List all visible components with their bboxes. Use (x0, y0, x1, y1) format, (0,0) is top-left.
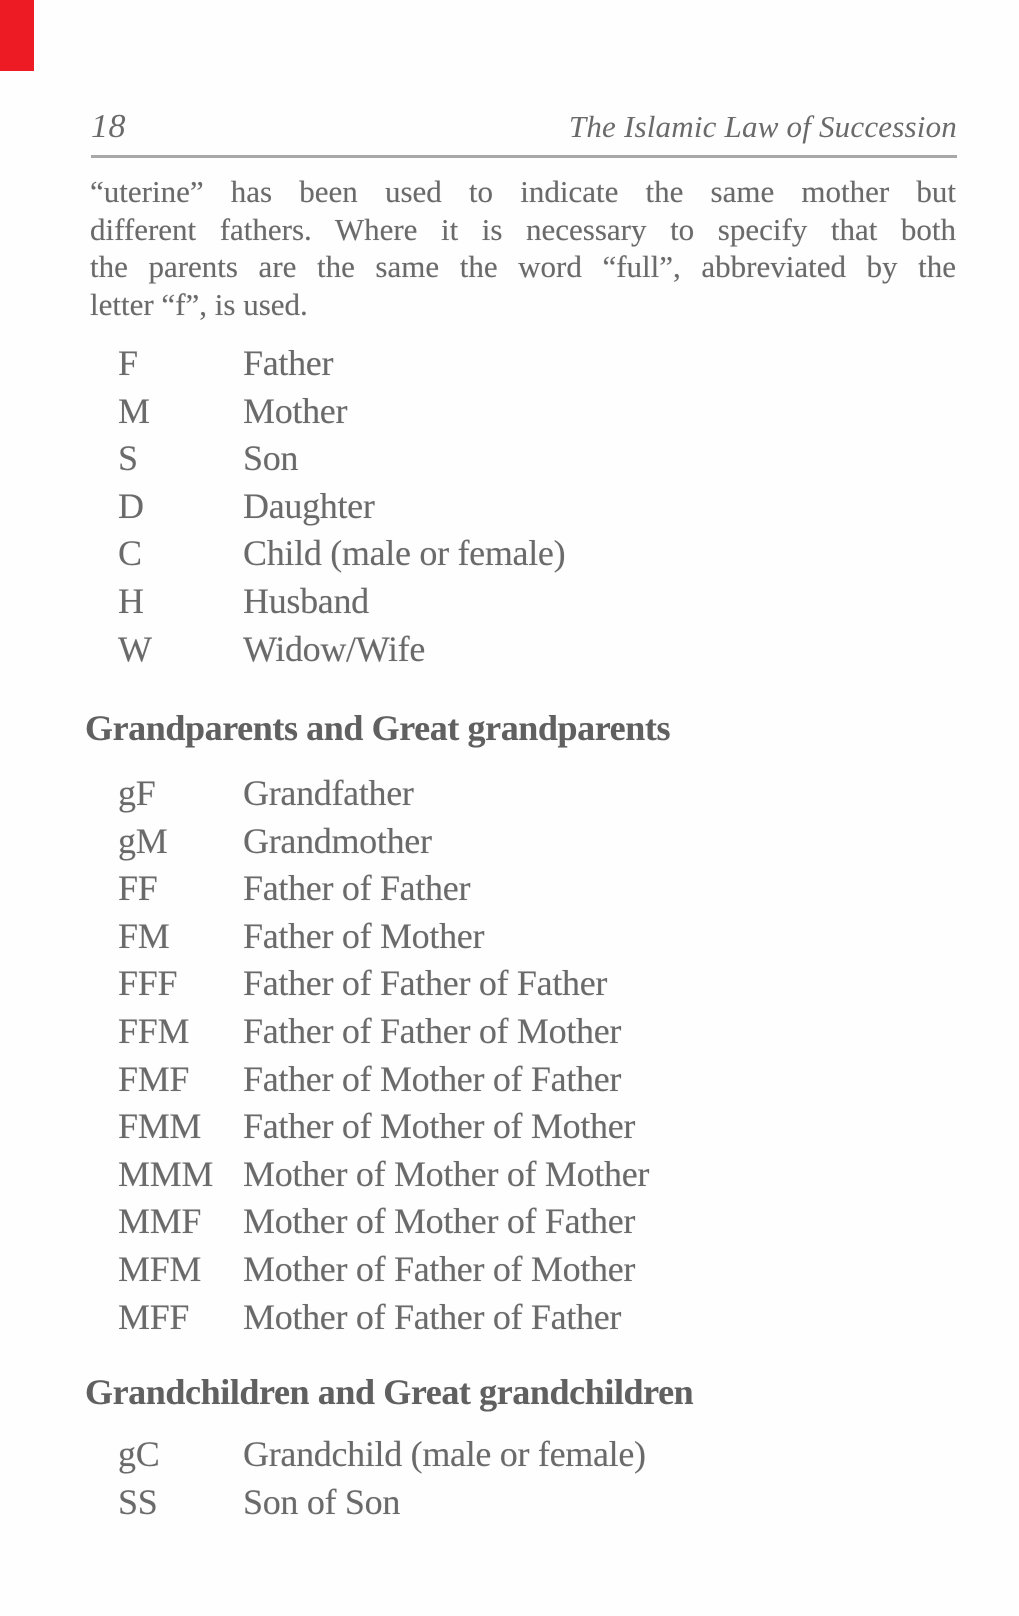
abbr-definition: Mother (243, 390, 348, 431)
abbr-code: SS (118, 1481, 158, 1522)
abbr-code: gM (118, 820, 168, 861)
abbr-code: MFM (118, 1248, 202, 1289)
abbr-code: gC (118, 1434, 160, 1474)
abbreviation-list-grandparents (90, 770, 956, 1341)
abbr-code: F (118, 343, 138, 383)
red-scan-mark (0, 0, 34, 71)
abbr-definition: Father of Father of Father (243, 963, 608, 1004)
abbr-code: W (118, 628, 152, 669)
abbr-code: MFF (118, 1296, 190, 1337)
abbr-definition: Father of Father (243, 868, 471, 909)
abbr-definition: Husband (243, 580, 369, 621)
abbr-row (90, 1008, 956, 1056)
abbr-row (90, 770, 956, 818)
abbr-definition: Father of Mother of Mother (243, 1106, 636, 1147)
abbr-row (90, 1151, 956, 1199)
abbr-definition: Father (243, 343, 334, 383)
abbr-code: FF (118, 868, 158, 909)
abbreviation-list-grandchildren (90, 1431, 956, 1526)
abbr-definition: Son of Son (243, 1481, 401, 1522)
abbr-row (90, 1198, 956, 1246)
abbr-row (90, 1479, 956, 1527)
abbr-definition: Grandchild (male or female) (243, 1434, 646, 1474)
running-title: The Islamic Law of Succession (568, 109, 957, 144)
abbr-row (90, 818, 956, 866)
abbr-row (90, 530, 956, 578)
abbr-code: MMM (118, 1153, 214, 1194)
abbr-definition: Mother of Father of Mother (243, 1248, 636, 1289)
abbr-row (90, 1431, 956, 1479)
abbr-code: D (118, 485, 144, 526)
page-header (91, 108, 957, 146)
paragraph-line: letter “f”, is used. (90, 286, 308, 322)
paragraph-line: “uterine” has been used to indicate the same mother but (90, 174, 956, 209)
abbr-row (90, 960, 956, 1008)
abbr-row (90, 913, 956, 961)
abbr-row (90, 1294, 956, 1342)
abbr-definition: Mother of Mother of Mother (243, 1153, 650, 1194)
abbr-definition: Widow/Wife (243, 628, 426, 669)
abbreviation-list-basic (90, 340, 956, 673)
abbr-definition: Mother of Mother of Father (243, 1201, 636, 1242)
abbr-code: FMF (118, 1058, 190, 1099)
abbr-definition: Grandfather (243, 773, 414, 813)
abbr-code: FMM (118, 1106, 202, 1147)
abbr-definition: Father of Mother (243, 915, 485, 956)
abbr-definition: Son (243, 438, 299, 479)
abbr-row (90, 1103, 956, 1151)
section-heading-grandchildren: Grandchildren and Great grandchildren (85, 1372, 694, 1412)
paragraph-line: different fathers. Where it is necessary to specify that both (90, 211, 956, 247)
abbr-row (90, 1246, 956, 1294)
abbr-definition: Mother of Father of Father (243, 1296, 622, 1337)
abbr-code: M (118, 390, 150, 431)
abbr-row (90, 388, 956, 436)
abbr-code: S (118, 438, 138, 479)
header-rule (91, 155, 957, 158)
abbr-row (90, 626, 956, 674)
abbr-code: FM (118, 915, 170, 956)
abbr-row (90, 1056, 956, 1104)
abbr-row (90, 578, 956, 626)
paragraph-line: the parents are the same the word “full”, abbreviated by the (90, 249, 956, 285)
abbr-row (90, 483, 956, 531)
abbr-code: FFF (118, 963, 178, 1004)
abbr-definition: Grandmother (243, 820, 432, 861)
abbr-row (90, 435, 956, 483)
abbr-definition: Daughter (243, 485, 375, 526)
abbr-definition: Father of Mother of Father (243, 1058, 622, 1099)
abbr-code: MMF (118, 1201, 202, 1242)
abbr-code: gF (118, 773, 156, 813)
abbr-definition: Child (male or female) (243, 533, 566, 574)
intro-paragraph (90, 173, 956, 323)
abbr-code: C (118, 533, 142, 574)
abbr-definition: Father of Father of Mother (243, 1010, 622, 1051)
abbr-code: H (118, 580, 144, 621)
abbr-code: FFM (118, 1010, 190, 1051)
page-number: 18 (91, 108, 126, 145)
section-heading-grandparents: Grandparents and Great grandparents (85, 708, 671, 748)
abbr-row (90, 865, 956, 913)
abbr-row (90, 340, 956, 388)
